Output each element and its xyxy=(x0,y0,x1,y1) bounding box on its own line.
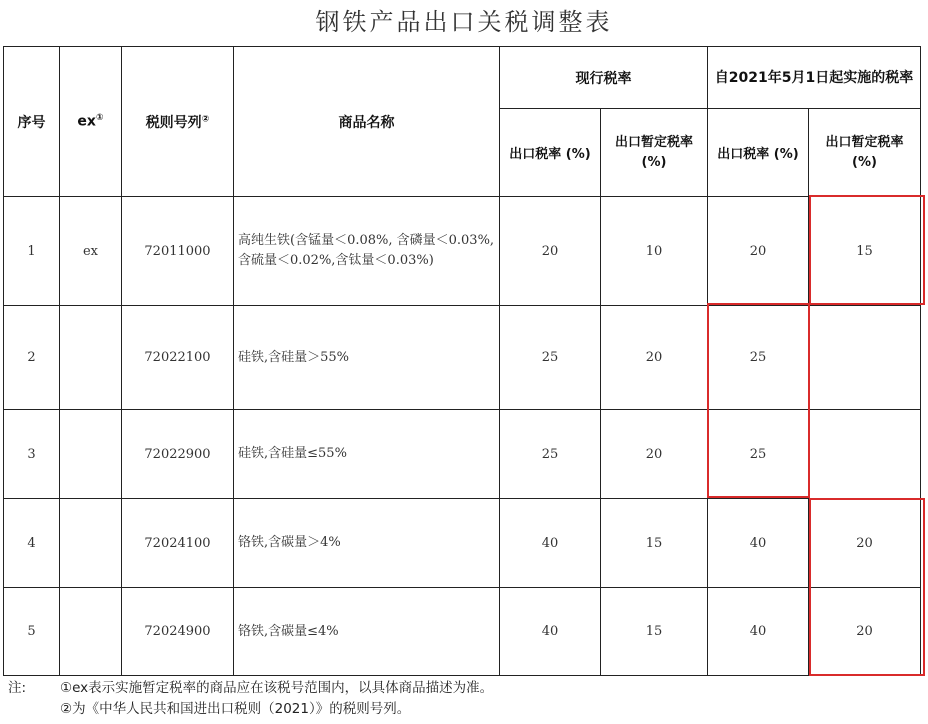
cell-current-export: 40 xyxy=(500,588,601,676)
cell-seq: 1 xyxy=(4,197,60,306)
cell-new-temp xyxy=(809,306,921,410)
cell-ex xyxy=(60,410,122,499)
header-name: 商品名称 xyxy=(234,47,500,197)
cell-ex xyxy=(60,306,122,410)
cell-new-temp xyxy=(809,410,921,499)
cell-new-export: 40 xyxy=(708,588,809,676)
cell-seq: 3 xyxy=(4,410,60,499)
header-ex: ex① xyxy=(60,47,122,197)
cell-code: 72022900 xyxy=(122,410,234,499)
header-current-export-rate: 出口税率 (%) xyxy=(500,109,601,197)
cell-new-temp: 15 xyxy=(809,197,921,306)
cell-name: 铬铁,含碳量≤4% xyxy=(234,588,500,676)
footnote-label: 注: xyxy=(8,680,27,696)
cell-current-export: 25 xyxy=(500,410,601,499)
cell-code: 72011000 xyxy=(122,197,234,306)
header-new-export-rate: 出口税率 (%) xyxy=(708,109,809,197)
cell-code: 72024100 xyxy=(122,499,234,588)
cell-seq: 2 xyxy=(4,306,60,410)
cell-new-export: 25 xyxy=(708,306,809,410)
cell-current-temp: 15 xyxy=(601,499,708,588)
header-code: 税则号列② xyxy=(122,47,234,197)
table-row xyxy=(4,588,921,676)
footnote-1: ①ex表示实施暂定税率的商品应在该税号范围内，以具体商品描述为准。 xyxy=(60,680,494,696)
footnotes xyxy=(8,678,493,720)
header-current-temp-rate: 出口暂定税率 (%) xyxy=(601,109,708,197)
cell-name: 硅铁,含硅量≤55% xyxy=(234,410,500,499)
page-title: 钢铁产品出口关税调整表 xyxy=(315,8,613,36)
table-row xyxy=(4,197,921,306)
table-row xyxy=(4,306,921,410)
cell-current-temp: 20 xyxy=(601,306,708,410)
cell-current-temp: 15 xyxy=(601,588,708,676)
header-new-group: 自2021年5月1日起实施的税率 xyxy=(708,47,921,109)
header-new-temp-rate: 出口暂定税率 (%) xyxy=(809,109,921,197)
cell-code: 72022100 xyxy=(122,306,234,410)
cell-current-temp: 20 xyxy=(601,410,708,499)
cell-ex: ex xyxy=(60,197,122,306)
cell-name: 高纯生铁(含锰量＜0.08%, 含磷量＜0.03%,含硫量＜0.02%,含钛量＜0.03%) xyxy=(234,197,500,306)
header-current-group: 现行税率 xyxy=(500,47,708,109)
table-row xyxy=(4,410,921,499)
cell-new-export: 25 xyxy=(708,410,809,499)
header-seq: 序号 xyxy=(4,47,60,197)
footnote-2: ②为《中华人民共和国进出口税则（2021）》的税则号列。 xyxy=(60,701,411,717)
table-row xyxy=(4,499,921,588)
cell-current-temp: 10 xyxy=(601,197,708,306)
cell-new-export: 20 xyxy=(708,197,809,306)
cell-current-export: 20 xyxy=(500,197,601,306)
cell-seq: 4 xyxy=(4,499,60,588)
tariff-table xyxy=(3,46,921,676)
cell-new-temp: 20 xyxy=(809,588,921,676)
cell-seq: 5 xyxy=(4,588,60,676)
cell-new-temp: 20 xyxy=(809,499,921,588)
cell-code: 72024900 xyxy=(122,588,234,676)
cell-ex xyxy=(60,499,122,588)
cell-current-export: 25 xyxy=(500,306,601,410)
cell-ex xyxy=(60,588,122,676)
cell-current-export: 40 xyxy=(500,499,601,588)
cell-name: 硅铁,含硅量＞55% xyxy=(234,306,500,410)
cell-new-export: 40 xyxy=(708,499,809,588)
cell-name: 铬铁,含碳量＞4% xyxy=(234,499,500,588)
